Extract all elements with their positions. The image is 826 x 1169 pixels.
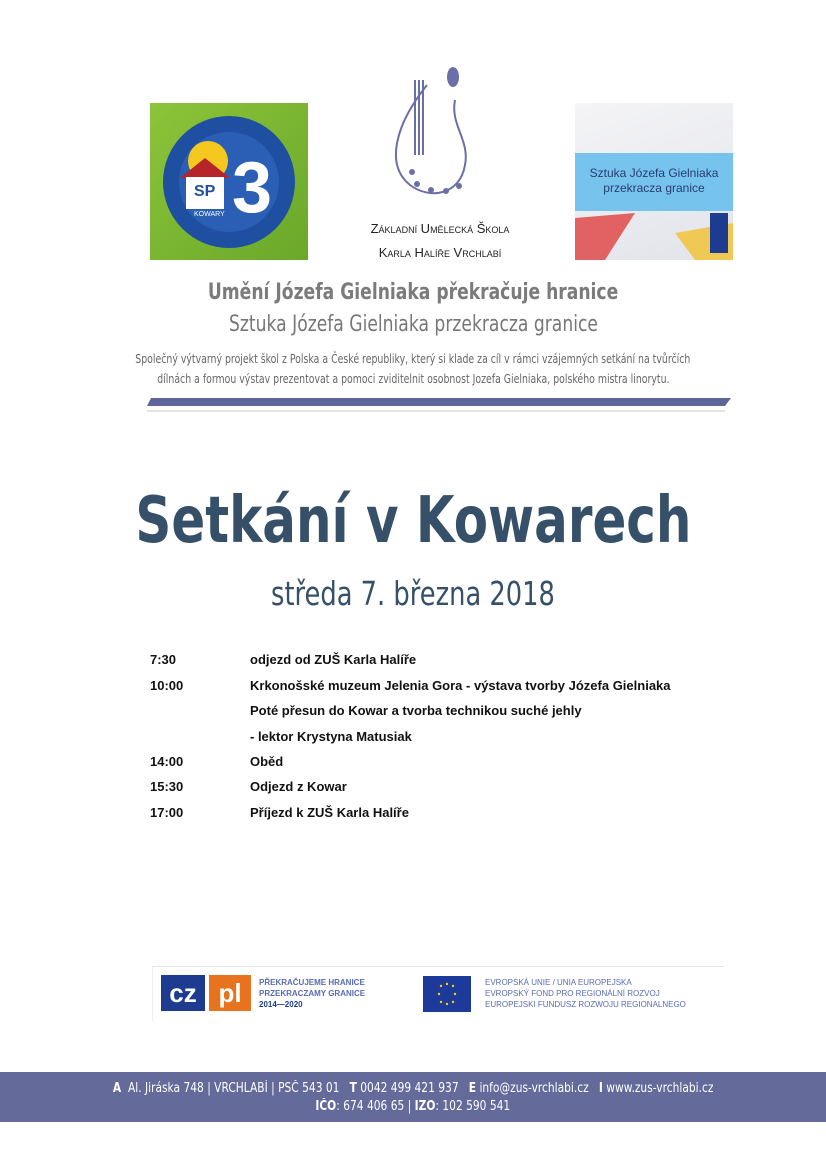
eu-line3: EUROPEJSKI FUNDUSZ ROZWOJU REGIONALNEGO	[485, 1000, 686, 1009]
activity: Odjezd z Kowar	[250, 779, 347, 794]
project-logo	[575, 103, 733, 260]
activity: Příjezd k ZUŠ Karla Halíře	[250, 805, 409, 820]
zus-vrchlabi-logo	[355, 55, 525, 270]
event-date: středa 7. března 2018	[271, 574, 555, 613]
event-title: Setkání v Kowarech	[134, 484, 692, 558]
web-label: I	[598, 1081, 603, 1096]
ico-label: IČO	[315, 1099, 337, 1114]
eu-line1: EVROPSKÁ UNIE / UNIA EUROPEJSKA	[485, 978, 632, 987]
website-link[interactable]: www.zus-vrchlabi.cz	[606, 1081, 714, 1096]
cz-logo: cz	[161, 975, 205, 1011]
lyre-icon	[355, 55, 525, 205]
time: 14:00	[150, 754, 184, 769]
activity: Poté přesun do Kowar a tvorba technikou suché jehly	[250, 703, 582, 718]
description-line2: dílnách a formou výstav prezentovat a pomoci zviditelnit osobnost Jozefa Gielniaka, polského mistra linorytu.	[156, 372, 670, 386]
activity: Krkonošské muzeum Jelenia Gora - výstava tvorby Józefa Gielniaka	[250, 678, 671, 693]
funding-strip	[152, 966, 724, 1021]
title-pl: Sztuka Józefa Gielniaka przekracza granice	[228, 312, 598, 337]
divider-bar	[145, 396, 735, 416]
project-logo-text1: Sztuka Józefa Gielniaka	[589, 166, 719, 180]
izo-label: IZO	[414, 1099, 436, 1114]
activity: - lektor Krystyna Matusiak	[250, 729, 412, 744]
address-label: A	[112, 1081, 121, 1096]
activity: Oběd	[250, 754, 284, 769]
kowary-text: KOWARY	[194, 211, 225, 218]
school-name-line2: Karla Halíře Vrchlabí	[378, 245, 502, 260]
title-cz: Umění Józefa Gielniaka překračuje hranice	[207, 280, 619, 305]
phone-label: T	[349, 1081, 357, 1096]
address: Al. Jiráska 748 | VRCHLABÍ | PSČ 543 01	[127, 1081, 340, 1096]
czpl-line1: PŘEKRAČUJEME HRANICE	[259, 978, 365, 987]
description-line1: Společný výtvarný projekt škol z Polska a České republiky, který si klade za cíl v rámci vzájemných setkání na tvůrčích	[135, 352, 691, 366]
ico: : 674 406 65 |	[336, 1099, 415, 1114]
sp3-kowary-logo	[150, 103, 308, 260]
sp-text: SP	[194, 183, 216, 200]
czpl-line3: 2014—2020	[259, 1000, 303, 1009]
izo: : 102 590 541	[435, 1099, 511, 1114]
phone: 0042 499 421 937	[360, 1081, 459, 1096]
footer	[0, 1072, 826, 1122]
pl-logo: pl	[209, 975, 251, 1011]
activity: odjezd od ZUŠ Karla Halíře	[250, 652, 417, 667]
school-name-line1: Základní Umělecká Škola	[370, 221, 510, 236]
project-logo-text2: przekracza granice	[603, 181, 705, 195]
eu-line2: EVROPSKÝ FOND PRO REGIONÁLNÍ ROZVOJ	[485, 989, 660, 998]
time: 15:30	[150, 779, 184, 794]
time: 7:30	[150, 652, 177, 667]
time: 10:00	[150, 678, 184, 693]
number-3: 3	[232, 148, 273, 228]
email-label: E	[468, 1081, 476, 1096]
email-link[interactable]: info@zus-vrchlabi.cz	[479, 1081, 589, 1096]
eu-flag-icon	[423, 976, 471, 1012]
czpl-line2: PRZEKRACZAMY GRANICE	[259, 989, 366, 998]
time: 17:00	[150, 805, 184, 820]
